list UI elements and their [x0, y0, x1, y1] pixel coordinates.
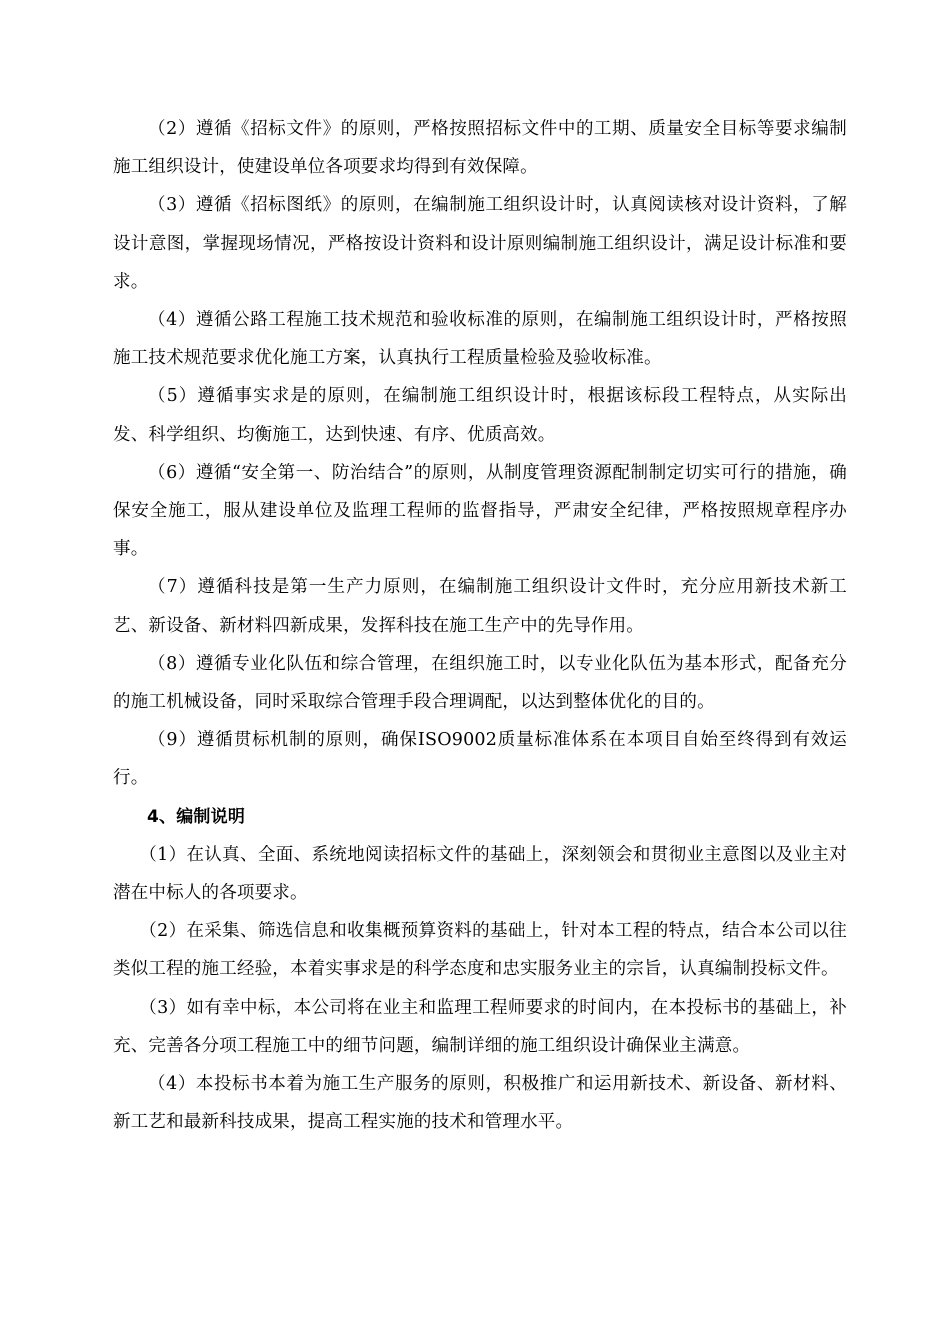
compilation-note-2: （2）在采集、筛选信息和收集概预算资料的基础上，针对本工程的特点，结合本公司以往类似工程的施工经验，本着实事求是的科学态度和忠实服务业主的宗旨，认真编制投标文件。 — [113, 921, 847, 980]
principle-item-7: （7）遵循科技是第一生产力原则，在编制施工组织设计文件时，充分应用新技术新工艺、新设备、新材料四新成果，发挥科技在施工生产中的先导作用。 — [113, 577, 847, 636]
principle-item-8: （8）遵循专业化队伍和综合管理，在组织施工时，以专业化队伍为基本形式，配备充分的施工机械设备，同时采取综合管理手段合理调配，以达到整体优化的目的。 — [113, 653, 847, 713]
section-heading-compilation-notes: 4、编制说明 — [147, 806, 246, 827]
principle-item-9: （9）遵循贯标机制的原则，确保ISO9002质量标准体系在本项目自始至终得到有效运行。 — [113, 730, 847, 789]
compilation-note-4: （4）本投标书本着为施工生产服务的原则，积极推广和运用新技术、新设备、新材料、新工艺和最新科技成果，提高工程实施的技术和管理水平。 — [113, 1074, 847, 1133]
document-page — [113, 110, 847, 1141]
compilation-note-3: （3）如有幸中标，本公司将在业主和监理工程师要求的时间内，在本投标书的基础上，补充、完善各分项工程施工中的细节问题，编制详细的施工组织设计确保业主满意。 — [113, 997, 847, 1056]
principle-item-4: （4）遵循公路工程施工技术规范和验收标准的原则，在编制施工组织设计时，严格按照施工技术规范要求优化施工方案，认真执行工程质量检验及验收标准。 — [113, 310, 847, 369]
principle-item-2: （2）遵循《招标文件》的原则，严格按照招标文件中的工期、质量安全目标等要求编制施工组织设计，使建设单位各项要求均得到有效保障。 — [113, 119, 847, 178]
compilation-note-1: （1）在认真、全面、系统地阅读招标文件的基础上，深刻领会和贯彻业主意图以及业主对潜在中标人的各项要求。 — [113, 844, 847, 904]
principle-item-6: （6）遵循“安全第一、防治结合”的原则，从制度管理资源配制制定切实可行的措施，确保安全施工，服从建设单位及监理工程师的监督指导，严肃安全纪律，严格按照规章程序办事。 — [113, 462, 847, 560]
principle-item-5: （5）遵循事实求是的原则，在编制施工组织设计时，根据该标段工程特点，从实际出发、科学组织、均衡施工，达到快速、有序、优质高效。 — [113, 386, 847, 445]
principle-item-3: （3）遵循《招标图纸》的原则，在编制施工组织设计时，认真阅读核对设计资料，了解设计意图，掌握现场情况，严格按设计资料和设计原则编制施工组织设计，满足设计标准和要求。 — [113, 195, 847, 292]
